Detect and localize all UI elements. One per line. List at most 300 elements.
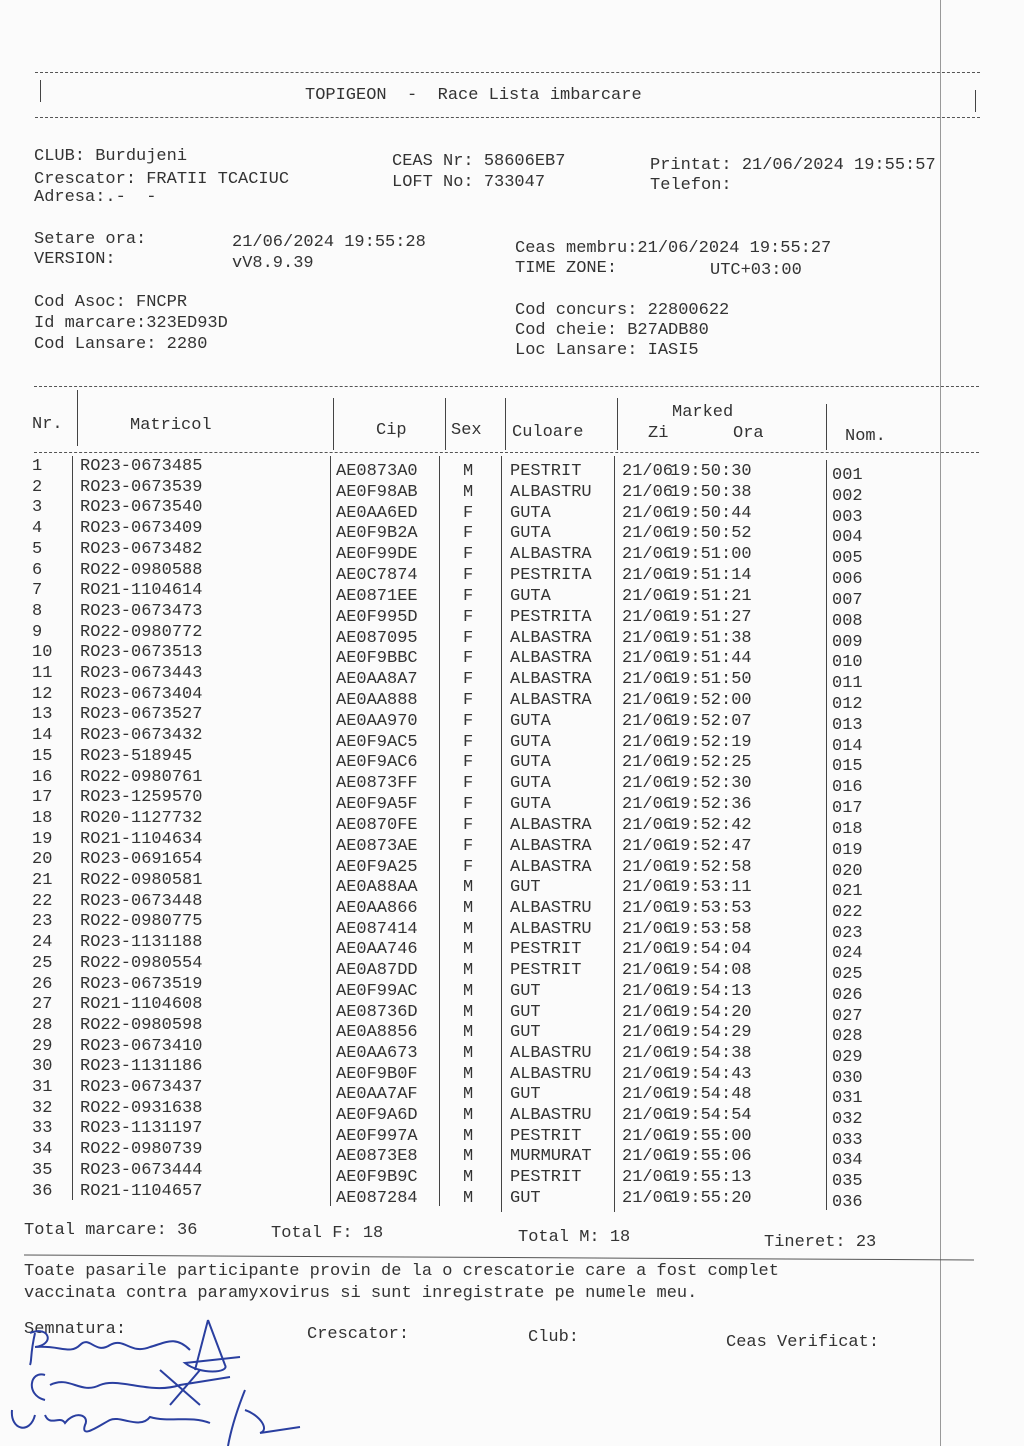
row-matricol: RO23-0673473 [80, 601, 203, 621]
table-row [0, 1181, 940, 1212]
row-ora: 19:52:25 [670, 753, 752, 773]
row-sex: F [463, 711, 474, 731]
row-culoare: PESTRITA [510, 566, 592, 586]
row-nr: 2 [32, 477, 43, 497]
row-zi: 21/06 [622, 1188, 674, 1208]
row-cip: AE0F9BBC [336, 649, 418, 669]
row-zi: 21/06 [622, 919, 674, 939]
row-sex: F [463, 524, 474, 544]
loft-no: LOFT No: 733047 [392, 173, 546, 192]
row-matricol: RO23-1131186 [80, 1057, 203, 1077]
title-box-left [40, 80, 41, 102]
row-cip: AE0F9A6D [336, 1106, 418, 1126]
row-sex: F [463, 774, 474, 794]
row-nom: 015 [832, 757, 863, 777]
row-culoare: ALBASTRA [510, 628, 592, 648]
row-ora: 19:55:06 [670, 1147, 752, 1167]
row-culoare: GUTA [510, 711, 551, 731]
row-nom: 023 [832, 923, 863, 943]
row-cip: AE08736D [336, 1002, 418, 1022]
row-culoare: GUTA [510, 503, 551, 523]
row-nom: 035 [832, 1172, 863, 1192]
cod-asoc: Cod Asoc: FNCPR [34, 293, 188, 312]
row-matricol: RO23-0673444 [80, 1160, 203, 1180]
row-cip: AE0F997A [336, 1126, 418, 1146]
row-ora: 19:54:13 [670, 981, 752, 1001]
row-sex: F [463, 691, 474, 710]
row-nr: 9 [32, 622, 43, 642]
row-ora: 19:52:19 [670, 732, 752, 752]
table-row [0, 457, 940, 485]
row-matricol: RO22-0980554 [80, 953, 203, 973]
row-sex: M [463, 981, 474, 1001]
header-divider [826, 404, 827, 450]
cod-lansare: Cod Lansare: 2280 [34, 335, 208, 354]
table-row [0, 705, 940, 735]
row-ora: 19:52:42 [670, 815, 752, 835]
crescator-sign-label: Crescator: [307, 1325, 410, 1344]
row-nom: 002 [832, 486, 863, 506]
row-ora: 19:53:11 [670, 878, 752, 898]
row-zi: 21/06 [622, 1168, 674, 1188]
row-cip: AE0AA673 [336, 1043, 418, 1063]
version-value: vV8.9.39 [232, 254, 314, 273]
ceas-verificat-label: Ceas Verificat: [726, 1333, 880, 1352]
row-matricol: RO20-1127732 [80, 808, 203, 828]
row-nr: 11 [32, 664, 53, 683]
row-zi: 21/06 [622, 1064, 674, 1084]
row-nr: 31 [32, 1078, 53, 1097]
row-sex: F [463, 586, 474, 606]
page-edge [940, 0, 941, 1446]
page-title: TOPIGEON - Race Lista imbarcare [305, 86, 642, 105]
row-matricol: RO23-1131197 [80, 1119, 203, 1139]
table-row [0, 601, 940, 631]
row-zi: 21/06 [622, 1002, 674, 1022]
row-cip: AE0F99AC [336, 981, 418, 1001]
row-zi: 21/06 [622, 670, 674, 690]
row-nom: 028 [832, 1027, 863, 1047]
row-cip: AE0871EE [336, 586, 418, 606]
cod-concurs: Cod concurs: 22800622 [515, 301, 730, 320]
row-matricol: RO22-0980775 [80, 912, 203, 932]
header-zi: Zi [648, 424, 669, 443]
row-sex: M [463, 1106, 474, 1126]
row-ora: 19:50:38 [670, 482, 752, 502]
declaration-line1: Toate pasarile participante provin de la o crescatorie care a fost complet [24, 1262, 779, 1281]
row-nom: 001 [832, 466, 863, 485]
row-nom: 032 [832, 1110, 863, 1130]
row-ora: 19:51:21 [670, 586, 752, 606]
row-nr: 35 [32, 1160, 53, 1180]
row-sex: F [463, 607, 474, 627]
row-matricol: RO23-518945 [80, 746, 193, 766]
row-ora: 19:54:48 [670, 1085, 752, 1105]
row-sex: F [463, 732, 474, 752]
row-culoare: PESTRIT [510, 1168, 582, 1188]
row-zi: 21/06 [622, 1147, 674, 1167]
row-sex: M [463, 961, 474, 981]
row-matricol: RO22-0980772 [80, 622, 203, 642]
row-zi: 21/06 [622, 545, 674, 565]
row-sex: M [463, 1085, 474, 1105]
row-matricol: RO23-0673539 [80, 477, 203, 497]
row-cip: AE087095 [336, 628, 418, 648]
row-ora: 19:52:36 [670, 795, 752, 815]
row-culoare: ALBASTRA [510, 670, 592, 690]
row-nr: 8 [32, 601, 43, 621]
total-f: Total F: 18 [271, 1224, 384, 1243]
row-nr: 26 [32, 974, 53, 994]
row-nr: 29 [32, 1036, 53, 1056]
row-matricol: RO22-0980739 [80, 1140, 203, 1160]
row-cip: AE0AA866 [336, 899, 418, 919]
table-row [0, 560, 940, 590]
row-ora: 19:51:38 [670, 628, 752, 648]
table-row [0, 622, 940, 652]
row-zi: 21/06 [622, 649, 674, 669]
row-matricol: RO23-0673437 [80, 1078, 203, 1097]
row-nom: 007 [832, 590, 863, 610]
row-sex: M [463, 482, 474, 502]
table-top-rule [34, 386, 979, 387]
row-ora: 19:50:30 [670, 462, 752, 481]
row-matricol: RO23-0691654 [80, 850, 203, 870]
row-cip: AE0AA8A7 [336, 670, 418, 690]
row-matricol: RO23-0673485 [80, 457, 203, 476]
row-culoare: GUT [510, 1002, 541, 1022]
row-sex: F [463, 545, 474, 565]
row-nr: 32 [32, 1098, 53, 1118]
row-cip: AE0F9B9C [336, 1168, 418, 1188]
row-zi: 21/06 [622, 711, 674, 731]
header-sex: Sex [451, 421, 482, 440]
row-nr: 7 [32, 581, 43, 601]
row-nom: 008 [832, 611, 863, 631]
row-matricol: RO23-1259570 [80, 788, 203, 808]
row-nom: 006 [832, 570, 863, 590]
row-sex: M [463, 1002, 474, 1022]
row-ora: 19:54:20 [670, 1002, 752, 1022]
row-zi: 21/06 [622, 566, 674, 586]
row-ora: 19:51:50 [670, 670, 752, 690]
row-nom: 029 [832, 1047, 863, 1067]
row-cip: AE0A8856 [336, 1023, 418, 1043]
row-sex: M [463, 899, 474, 919]
row-nr: 20 [32, 850, 53, 870]
row-culoare: GUTA [510, 524, 551, 544]
row-matricol: RO23-0673540 [80, 498, 203, 518]
header-divider [77, 390, 78, 446]
row-nom: 026 [832, 985, 863, 1005]
row-cip: AE0AA970 [336, 711, 418, 731]
total-marcare: Total marcare: 36 [24, 1221, 198, 1240]
row-ora: 19:55:20 [670, 1188, 752, 1208]
row-culoare: PESTRIT [510, 940, 582, 960]
row-nr: 6 [32, 560, 43, 580]
row-nom: 016 [832, 778, 863, 798]
row-nom: 018 [832, 819, 863, 839]
club: CLUB: Burdujeni [34, 147, 188, 166]
row-sex: M [463, 1043, 474, 1063]
row-nom: 025 [832, 965, 863, 985]
row-nr: 28 [32, 1015, 53, 1035]
row-sex: F [463, 753, 474, 773]
row-ora: 19:54:08 [670, 961, 752, 981]
row-ora: 19:50:52 [670, 524, 752, 544]
row-culoare: ALBASTRA [510, 545, 592, 565]
row-ora: 19:52:07 [670, 711, 752, 731]
row-cip: AE0F9B2A [336, 524, 418, 544]
row-sex: F [463, 566, 474, 586]
row-culoare: ALBASTRU [510, 899, 592, 919]
row-ora: 19:54:54 [670, 1106, 752, 1126]
row-zi: 21/06 [622, 1023, 674, 1043]
row-cip: AE0C7874 [336, 566, 418, 586]
row-sex: F [463, 503, 474, 523]
row-ora: 19:53:58 [670, 919, 752, 939]
row-zi: 21/06 [622, 878, 674, 898]
row-sex: F [463, 815, 474, 835]
row-nom: 010 [832, 653, 863, 673]
club-sign-label: Club: [528, 1328, 580, 1347]
header-divider [505, 398, 506, 450]
row-zi: 21/06 [622, 857, 674, 877]
row-matricol: RO23-0673448 [80, 891, 203, 911]
row-nr: 1 [32, 457, 43, 476]
row-nr: 22 [32, 891, 53, 911]
row-nom: 030 [832, 1068, 863, 1088]
row-sex: M [463, 1023, 474, 1043]
header-ora: Ora [733, 424, 764, 443]
table-row [0, 643, 940, 673]
row-nom: 013 [832, 715, 863, 735]
row-zi: 21/06 [622, 1126, 674, 1146]
row-zi: 21/06 [622, 503, 674, 523]
row-matricol: RO23-0673513 [80, 643, 203, 663]
ceas-nr: CEAS Nr: 58606EB7 [392, 152, 566, 171]
row-nr: 17 [32, 788, 53, 808]
row-matricol: RO23-0673410 [80, 1036, 203, 1056]
row-nom: 019 [832, 840, 863, 860]
row-sex: M [463, 1188, 474, 1208]
row-nr: 33 [32, 1119, 53, 1139]
row-culoare: PESTRIT [510, 961, 582, 981]
time-zone-value: UTC+03:00 [710, 261, 802, 280]
setare-ora-label: Setare ora: [34, 230, 147, 249]
row-zi: 21/06 [622, 1106, 674, 1126]
row-ora: 19:53:53 [670, 899, 752, 919]
row-ora: 19:51:14 [670, 566, 752, 586]
row-ora: 19:54:43 [670, 1064, 752, 1084]
row-ora: 19:55:13 [670, 1168, 752, 1188]
title-box-right [975, 90, 976, 112]
row-zi: 21/06 [622, 462, 674, 481]
row-ora: 19:51:27 [670, 607, 752, 627]
row-zi: 21/06 [622, 691, 674, 710]
title-box-bottom [35, 117, 980, 118]
row-ora: 19:52:00 [670, 691, 752, 710]
header-nom: Nom. [845, 427, 886, 446]
row-sex: M [463, 1147, 474, 1167]
row-zi: 21/06 [622, 981, 674, 1001]
row-culoare: GUT [510, 1188, 541, 1208]
row-nom: 003 [832, 507, 863, 527]
row-culoare: GUTA [510, 753, 551, 773]
row-cip: AE0F99DE [336, 545, 418, 565]
row-zi: 21/06 [622, 482, 674, 502]
row-nom: 009 [832, 632, 863, 652]
row-nr: 14 [32, 726, 53, 746]
row-nom: 005 [832, 549, 863, 569]
row-sex: M [463, 878, 474, 898]
row-ora: 19:52:47 [670, 836, 752, 856]
header-divider [333, 398, 334, 450]
row-matricol: RO23-0673519 [80, 974, 203, 994]
row-matricol: RO22-0980761 [80, 767, 203, 787]
row-cip: AE0A88AA [336, 878, 418, 898]
row-culoare: GUTA [510, 795, 551, 815]
row-nr: 15 [32, 746, 53, 766]
row-ora: 19:50:44 [670, 503, 752, 523]
row-nom: 024 [832, 944, 863, 964]
row-culoare: GUT [510, 1085, 541, 1105]
cod-cheie: Cod cheie: B27ADB80 [515, 321, 709, 340]
row-culoare: GUT [510, 1023, 541, 1043]
row-nr: 12 [32, 684, 53, 704]
row-cip: AE0873A0 [336, 462, 418, 481]
ceas-membru: Ceas membru:21/06/2024 19:55:27 [515, 239, 832, 258]
row-matricol: RO21-1104614 [80, 581, 203, 601]
table-row [0, 581, 940, 610]
row-culoare: GUTA [510, 586, 551, 606]
header-marked: Marked [672, 403, 734, 422]
header-culoare: Culoare [512, 423, 584, 442]
row-nom: 017 [832, 799, 863, 819]
row-matricol: RO23-0673482 [80, 539, 203, 559]
table-row [0, 477, 940, 506]
row-nom: 031 [832, 1089, 863, 1109]
row-culoare: ALBASTRA [510, 649, 592, 669]
header-divider [445, 398, 446, 450]
loc-lansare: Loc Lansare: IASI5 [515, 341, 699, 360]
row-zi: 21/06 [622, 961, 674, 981]
row-ora: 19:51:44 [670, 649, 752, 669]
row-nr: 3 [32, 498, 43, 518]
row-cip: AE0A87DD [336, 961, 418, 981]
row-nom: 022 [832, 903, 863, 923]
row-cip: AE0AA888 [336, 691, 418, 710]
row-cip: AE0F9B0F [336, 1064, 418, 1084]
row-cip: AE0F9A5F [336, 795, 418, 815]
row-culoare: GUTA [510, 774, 551, 794]
table-row [0, 498, 940, 527]
telefon: Telefon: [650, 176, 732, 195]
tineret: Tineret: 23 [764, 1233, 877, 1252]
row-cip: AE0AA746 [336, 940, 418, 960]
row-ora: 19:55:00 [670, 1126, 752, 1146]
row-nr: 13 [32, 705, 53, 725]
row-matricol: RO23-0673404 [80, 684, 203, 704]
row-sex: F [463, 649, 474, 669]
adresa: Adresa:.- - [34, 188, 157, 207]
row-matricol: RO21-1104634 [80, 829, 203, 849]
row-matricol: RO22-0980598 [80, 1015, 203, 1035]
row-sex: M [463, 1168, 474, 1188]
row-nr: 18 [32, 808, 53, 828]
row-sex: M [463, 1126, 474, 1146]
row-cip: AE0F995D [336, 607, 418, 627]
row-ora: 19:54:04 [670, 940, 752, 960]
row-sex: F [463, 836, 474, 856]
header-nr: Nr. [32, 415, 63, 434]
row-ora: 19:52:30 [670, 774, 752, 794]
handwritten-signature [0, 1315, 320, 1446]
table-row [0, 519, 940, 548]
row-culoare: ALBASTRU [510, 1064, 592, 1084]
row-cip: AE0F9A25 [336, 857, 418, 877]
row-nom: 021 [832, 882, 863, 902]
row-culoare: ALBASTRU [510, 919, 592, 939]
row-nr: 4 [32, 519, 43, 539]
row-cip: AE0873FF [336, 774, 418, 794]
row-culoare: ALBASTRU [510, 1043, 592, 1063]
row-culoare: ALBASTRU [510, 482, 592, 502]
declaration-rule [24, 1255, 974, 1261]
row-sex: M [463, 462, 474, 481]
row-culoare: ALBASTRA [510, 815, 592, 835]
row-zi: 21/06 [622, 607, 674, 627]
setare-ora-value: 21/06/2024 19:55:28 [232, 233, 426, 252]
header-divider [617, 398, 618, 450]
printat: Printat: 21/06/2024 19:55:57 [650, 156, 936, 175]
row-cip: AE0870FE [336, 815, 418, 835]
declaration-line2: vaccinata contra paramyxovirus si sunt inregistrate pe numele meu. [24, 1284, 698, 1303]
row-nom: 012 [832, 695, 863, 714]
row-cip: AE0F9AC6 [336, 753, 418, 773]
header-cip: Cip [376, 421, 407, 440]
row-cip: AE087414 [336, 919, 418, 939]
row-matricol: RO23-0673409 [80, 519, 203, 539]
row-matricol: RO23-0673432 [80, 726, 203, 746]
row-zi: 21/06 [622, 732, 674, 752]
row-culoare: PESTRIT [510, 462, 582, 481]
row-matricol: RO22-0980588 [80, 560, 203, 580]
row-cip: AE0AA7AF [336, 1085, 418, 1105]
row-zi: 21/06 [622, 815, 674, 835]
row-culoare: GUT [510, 981, 541, 1001]
row-nom: 036 [832, 1192, 863, 1212]
crescator: Crescator: FRATII TCACIUC [34, 170, 290, 189]
row-nr: 16 [32, 767, 53, 787]
title-box-top [35, 72, 980, 73]
row-zi: 21/06 [622, 586, 674, 606]
row-zi: 21/06 [622, 753, 674, 773]
row-nr: 10 [32, 643, 53, 663]
header-matricol: Matricol [130, 416, 212, 435]
row-zi: 21/06 [622, 1043, 674, 1063]
row-nr: 25 [32, 953, 53, 973]
row-nr: 36 [32, 1181, 53, 1201]
row-nom: 004 [832, 528, 863, 548]
row-nr: 27 [32, 995, 53, 1015]
row-nr: 24 [32, 933, 53, 953]
table-header-rule [34, 452, 979, 453]
row-sex: F [463, 670, 474, 690]
row-nr: 34 [32, 1140, 53, 1160]
row-cip: AE0AA6ED [336, 503, 418, 523]
row-matricol: RO21-1104608 [80, 995, 203, 1015]
